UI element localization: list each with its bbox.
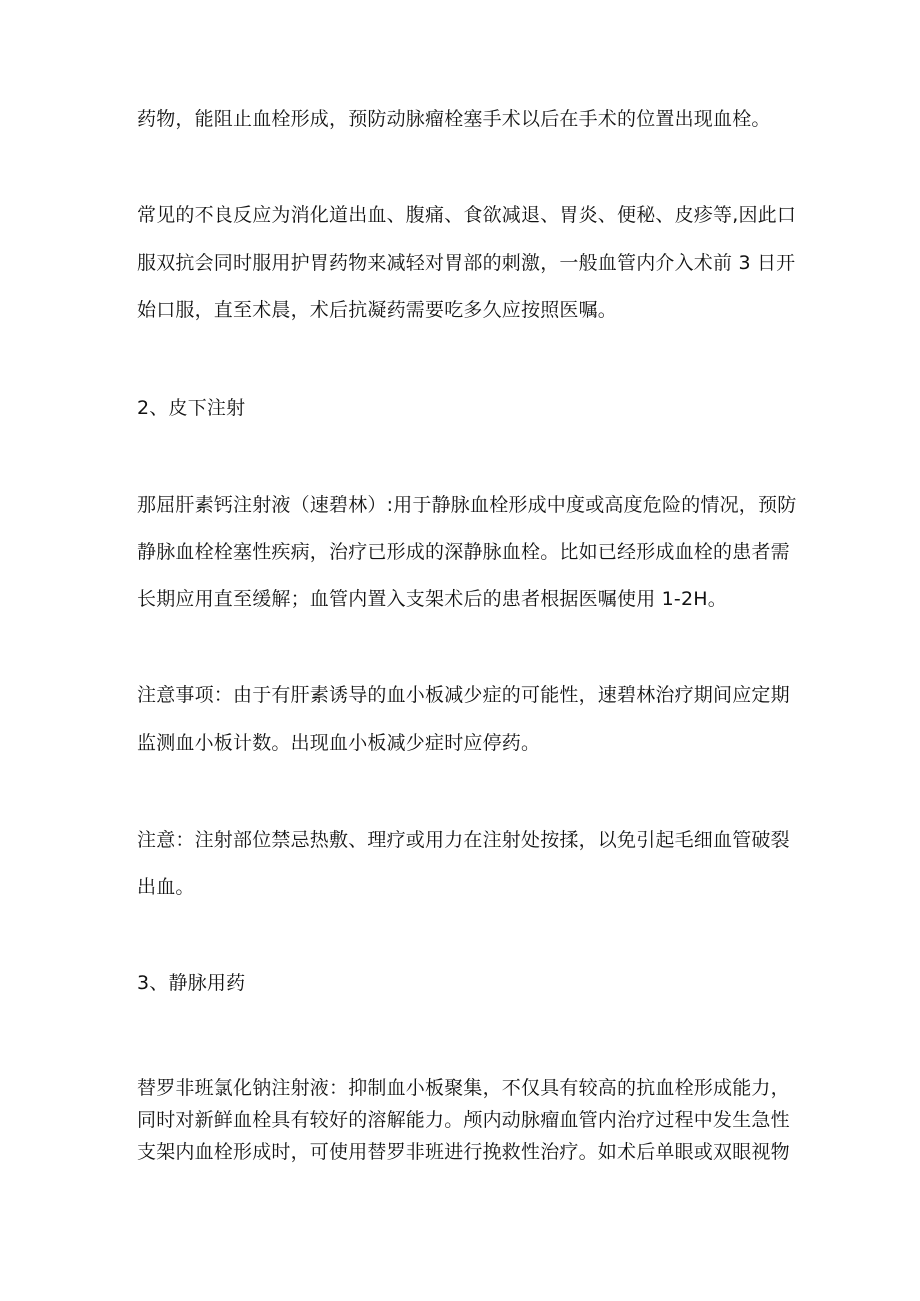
text-line-11: 注意：注射部位禁忌热敷、理疗或用力在注射处按揉，以免引起毛细血管破裂 [137, 829, 790, 851]
text-line-14: 替罗非班氯化钠注射液：抑制血小板聚集，不仅具有较高的抗血栓形成能力， [137, 1077, 790, 1099]
text-line-3: 服双抗会同时服用护胃药物来减轻对胃部的刺激，一般血管内介入术前 3 日开 [137, 252, 796, 274]
text-line-9: 注意事项：由于有肝素诱导的血小板减少症的可能性，速碧林治疗期间应定期 [137, 684, 790, 706]
text-line-16: 支架内血栓形成时，可使用替罗非班进行挽救性治疗。如术后单眼或双眼视物 [137, 1141, 790, 1163]
text-line-1: 药物，能阻止血栓形成，预防动脉瘤栓塞手术以后在手术的位置出现血栓。 [137, 108, 771, 130]
text-line-6: 那屈肝素钙注射液（速碧林）:用于静脉血栓形成中度或高度危险的情况，预防 [137, 494, 797, 516]
text-line-7: 静脉血栓栓塞性疾病，治疗已形成的深静脉血栓。比如已经形成血栓的患者需 [137, 541, 790, 563]
text-line-15: 同时对新鲜血栓具有较好的溶解能力。颅内动脉瘤血管内治疗过程中发生急性 [137, 1109, 790, 1131]
text-line-10: 监测血小板计数。出现血小板减少症时应停药。 [137, 732, 541, 754]
section-heading-3: 3、静脉用药 [137, 972, 246, 994]
text-line-8: 长期应用直至缓解；血管内置入支架术后的患者根据医嘱使用 1-2H。 [137, 588, 727, 610]
text-line-12: 出血。 [137, 876, 195, 898]
text-line-2: 常见的不良反应为消化道出血、腹痛、食欲减退、胃炎、便秘、皮疹等,因此口 [137, 204, 797, 226]
section-heading-2: 2、皮下注射 [137, 397, 246, 419]
text-line-4: 始口服，直至术晨，术后抗凝药需要吃多久应按照医嘱。 [137, 299, 618, 321]
